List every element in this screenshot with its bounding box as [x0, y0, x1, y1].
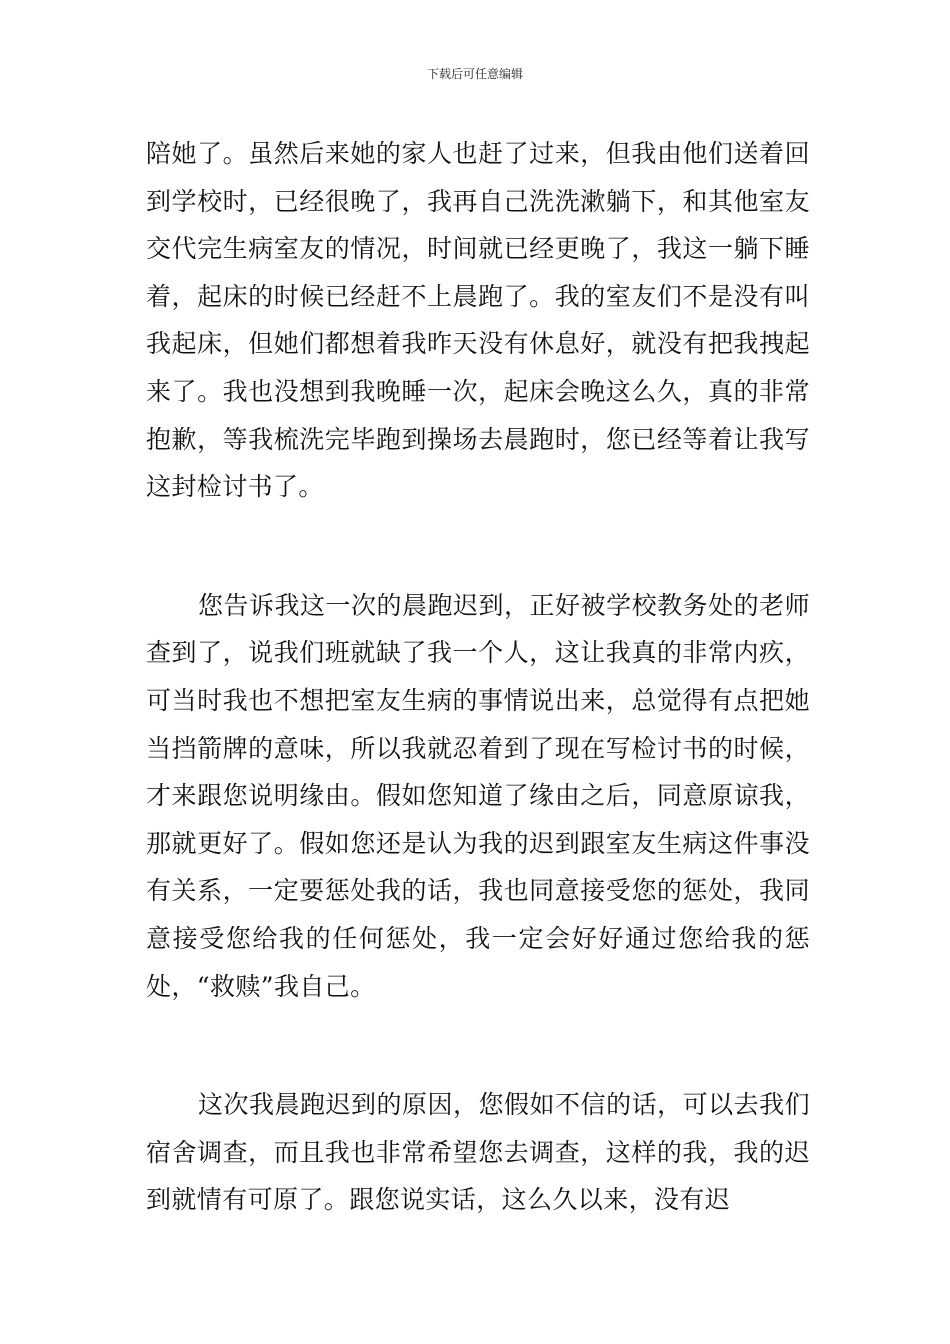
- paragraph-gap: [146, 1010, 810, 1081]
- paragraph-gap: [146, 511, 810, 582]
- paragraph-1: 陪她了。虽然后来她的家人也赶了过来，但我由他们送着回到学校时，已经很晚了，我再自己洗洗漱躺下，和其他室友交代完生病室友的情况，时间就已经更晚了，我这一躺下睡着，起床的时候已经赶不上晨跑了。我的室友们不是没有叫我起床，但她们都想着我昨天没有休息好，就没有把我拽起来了。我也没想到我晚睡一次，起床会晚这么久，真的非常抱歉，等我梳洗完毕跑到操场去晨跑时，您已经等着让我写这封检讨书了。: [146, 139, 810, 502]
- paragraph-3: 这次我晨跑迟到的原因，您假如不信的话，可以去我们宿舍调查，而且我也非常希望您去调查，这样的我，我的迟到就情有可原了。跟您说实话，这么久以来，没有迟: [146, 1090, 810, 1215]
- document-body: [146, 130, 810, 1224]
- paragraph-2: 您告诉我这一次的晨跑迟到，正好被学校教务处的老师查到了，说我们班就缺了我一个人，这让我真的非常内疚，可当时我也不想把室友生病的事情说出来，总觉得有点把她当挡箭牌的意味，所以我就忍着到了现在写检讨书的时候，才来跟您说明缘由。假如您知道了缘由之后，同意原谅我，那就更好了。假如您还是认为我的迟到跟室友生病这件事没有关系，一定要惩处我的话，我也同意接受您的惩处，我同意接受您给我的任何惩处，我一定会好好通过您给我的惩处，“救赎”我自己。: [146, 590, 810, 1001]
- page-header: 下载后可任意编辑: [426, 67, 523, 81]
